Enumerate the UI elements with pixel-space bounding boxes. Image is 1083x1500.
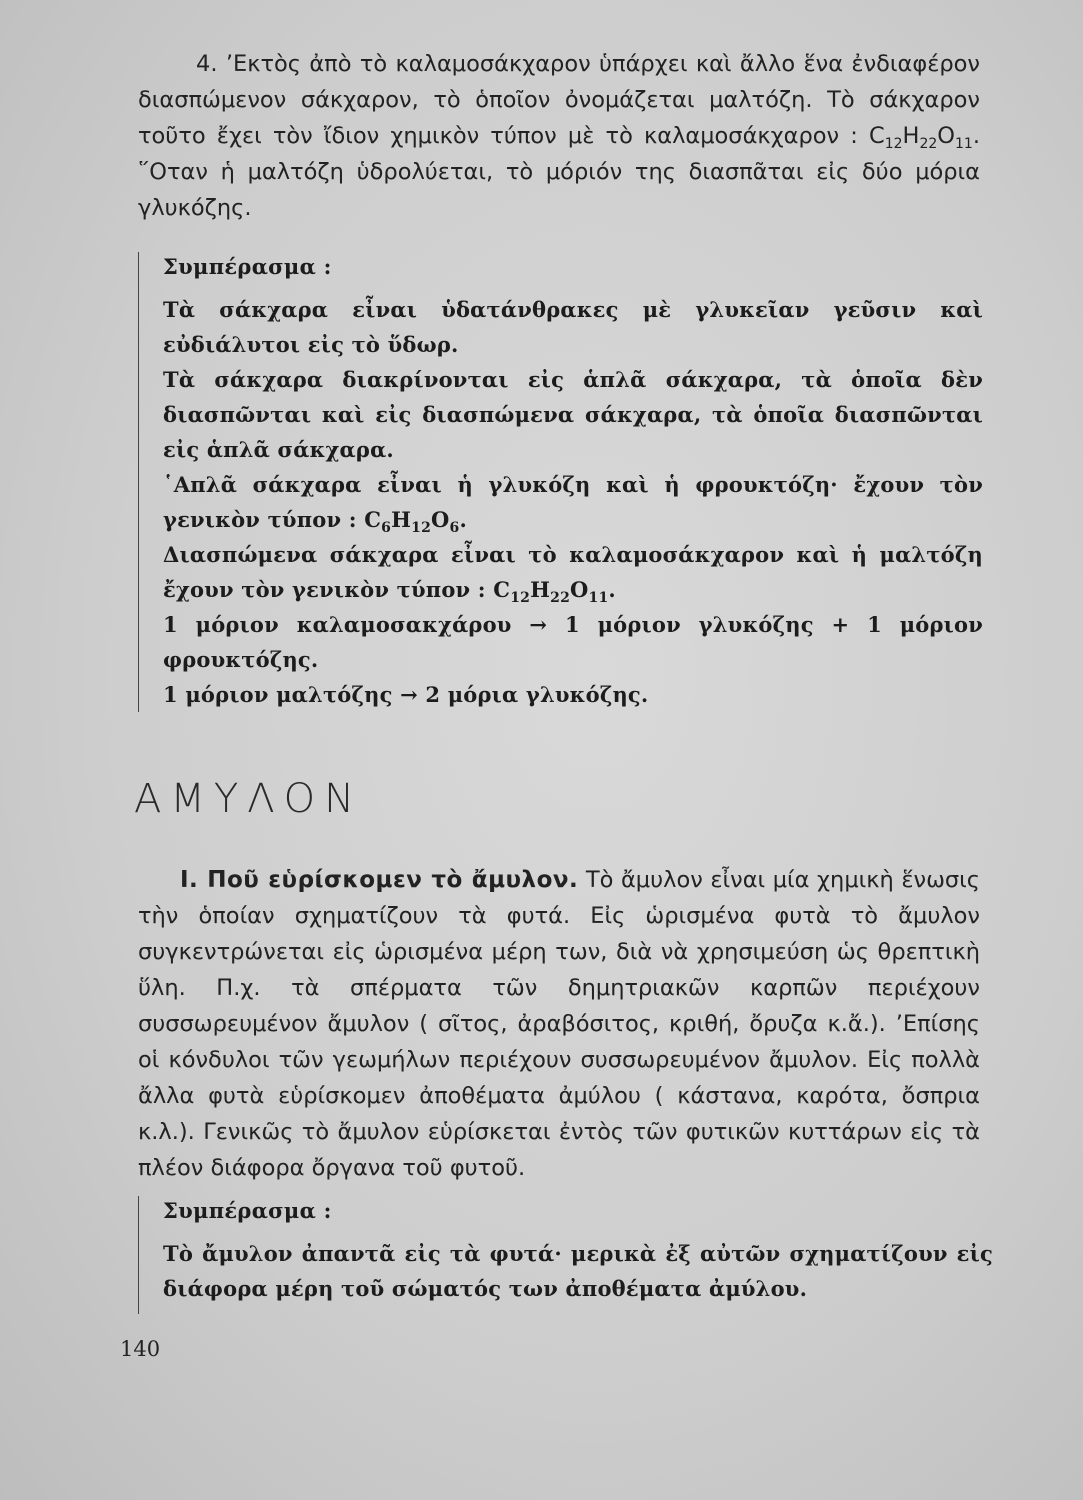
disaccharide-formula: $C_{12}H_{22}O_{11}$ bbox=[493, 577, 609, 606]
summary-line: 1 μόριον μαλτόζης → 2 μόρια γλυκόζης. bbox=[163, 682, 649, 707]
intro-text-end: . ῞Οταν ἡ μαλτόζη ὑδρολύεται, τὸ μόριόν της διασπᾶται εἰς δύο μόρια γλυκόζης. bbox=[138, 123, 980, 221]
intro-text-start: 4. ’Εκτὸς ἀπὸ τὸ καλαμοσάκχαρον ὑπάρχει καὶ ἄλλο ἕνα ἐνδιαφέρον διασπώμενον σάκχαρον, τὸ ὁποῖον ὀνομάζεται μαλτόζη. Τὸ σάκχαρον τοῦτο ἔχει τὸν ἴδιον χημικὸν τύπον μὲ τὸ καλαμοσάκχαρον : bbox=[138, 51, 980, 149]
summary-box-starch bbox=[138, 1196, 993, 1314]
section-heading: ΑΜΥΛΟΝ bbox=[134, 776, 364, 822]
section-body-text: Τὸ ἄμυλον εἶναι μία χημικὴ ἕνωσις τὴν ὁποίαν σχηματίζουν τὰ φυτά. Εἰς ὡρισμένα φυτὰ τὸ ἄμυλον συγκεντρώνεται εἰς ὡρισμένα μέρη των, διὰ νὰ χρησιμεύση ὡς θρεπτικὴ ὕλη. Π.χ. τὰ σπέρματα τῶν δημητριακῶν καρπῶν περιέχουν συσσωρευμένον ἄμυλον ( σῖτος, ἀραβόσιτος, κριθή, ὄρυζα κ.ἄ.). ’Επίσης οἱ κόνδυλοι τῶν γεωμήλων περιέχουν συσσωρευμένον ἄμυλον. Εἰς πολλὰ ἄλλα φυτὰ εὑρίσκομεν ἀποθέματα ἀμύλου ( κάστανα, καρότα, ὄσπρια κ.λ.). Γενικῶς τὸ ἄμυλον εὑρίσκεται ἐντὸς τῶν φυτικῶν κυττάρων εἰς τὰ πλέον διάφορα ὄργανα τοῦ φυτοῦ. bbox=[138, 867, 980, 1181]
maltose-formula: $C_{12}H_{22}O_{11}$ bbox=[869, 123, 973, 152]
section-paragraph-starch bbox=[138, 862, 980, 1186]
summary-line: Τὰ σάκχαρα εἶναι ὑδατάνθρακες μὲ γλυκεῖαν γεῦσιν καὶ εὐδιάλυτοι εἰς τὸ ὕδωρ. bbox=[163, 297, 983, 357]
summary-title: Συμπέρασμα : bbox=[163, 1198, 332, 1223]
summary-line: Τὰ σάκχαρα διακρίνονται εἰς ἁπλᾶ σάκχαρα, τὰ ὁποῖα δὲν διασπῶνται καὶ εἰς διασπώμενα σάκχαρα, τὰ ὁποῖα διασπῶνται εἰς ἁπλᾶ σάκχαρα. bbox=[163, 367, 983, 462]
summary-body bbox=[163, 1236, 993, 1306]
summary-line: Διασπώμενα σάκχαρα εἶναι τὸ καλαμοσάκχαρον καὶ ἡ μαλτόζη ἔχουν τὸν γενικὸν τύπον : $C_{12}H_{22}O_{11}$. bbox=[163, 542, 983, 606]
summary-box-sugars bbox=[138, 252, 983, 712]
page-number: 140 bbox=[120, 1337, 161, 1361]
summary-line: 1 μόριον καλαμοσακχάρου → 1 μόριον γλυκόζης + 1 μόριον φρουκτόζης. bbox=[163, 612, 983, 672]
summary-line: Τὸ ἄμυλον ἀπαντᾶ εἰς τὰ φυτά· μερικὰ ἐξ αὐτῶν σχηματίζουν εἰς διάφορα μέρη τοῦ σώματός των ἀποθέματα ἀμύλου. bbox=[163, 1241, 993, 1301]
simple-sugar-formula: $C_6H_{12}O_6$ bbox=[364, 507, 460, 536]
summary-title: Συμπέρασμα : bbox=[163, 254, 332, 279]
summary-body bbox=[163, 292, 983, 712]
summary-line: ῾Απλᾶ σάκχαρα εἶναι ἡ γλυκόζη καὶ ἡ φρουκτόζη· ἔχουν τὸν γενικὸν τύπον : $C_6H_{12}O_6$. bbox=[163, 472, 983, 536]
sub-heading: Ι. Ποῦ εὑρίσκομεν τὸ ἄμυλον. bbox=[180, 867, 579, 893]
intro-paragraph bbox=[138, 46, 980, 226]
